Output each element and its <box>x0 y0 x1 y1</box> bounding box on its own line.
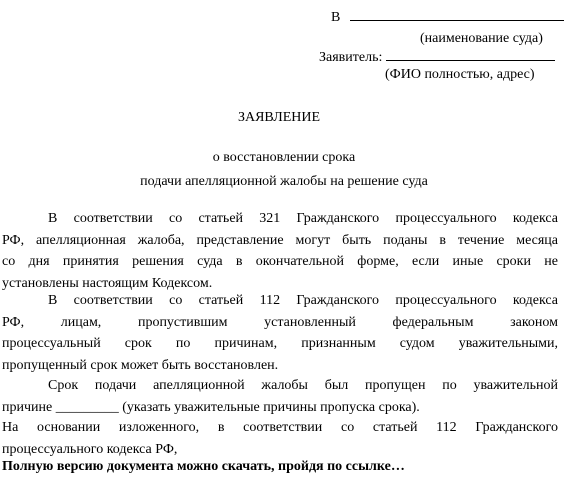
document-subtitle-1: о восстановлении срока <box>212 150 356 165</box>
paragraph-2-line-1: В соответствии со статьей 112 Гражданского процессуального кодекса <box>48 293 558 308</box>
paragraph-1-line-1: В соответствии со статьей 321 Гражданского процессуального кодекса <box>48 211 558 226</box>
addressee-prefix: В <box>331 10 341 25</box>
addressee-line <box>331 10 564 26</box>
paragraph-4-line-2: процессуального кодекса РФ, <box>2 441 178 457</box>
paragraph-2-line-2: РФ, лицам, пропустившим установленный федеральным законом <box>2 314 558 330</box>
paragraph-1-line-3: со дня принятия решения суда в окончательной форме, если иные сроки не <box>2 254 558 269</box>
paragraph-3-line-1: Срок подачи апелляционной жалобы был пропущен по уважительной <box>48 378 558 393</box>
paragraph-2-line-3: процессуальный срок по причинам, признанным судом уважительными, <box>2 336 558 351</box>
addressee-blank <box>350 20 564 21</box>
paragraph-3 <box>2 375 558 418</box>
paragraph-1 <box>2 208 558 294</box>
paragraph-2-line-4: пропущенный срок может быть восстановлен. <box>2 357 279 373</box>
paragraph-4 <box>2 417 558 460</box>
paragraph-1-line-4: установлены настоящим Кодексом. <box>2 275 213 291</box>
paragraph-3-line-2: причине _________ (указать уважительные причины пропуска срока). <box>2 399 420 415</box>
paragraph-1-line-2: РФ, апелляционная жалоба, представление могут быть поданы в течение месяца <box>2 232 558 248</box>
document-subtitle-2: подачи апелляционной жалобы на решение суда <box>140 174 428 189</box>
applicant-hint: (ФИО полностью, адрес) <box>385 67 535 82</box>
applicant-blank <box>386 60 555 61</box>
paragraph-4-line-1: На основании изложенного, в соответствии со статьей 112 Гражданского <box>2 420 558 435</box>
applicant-label: Заявитель: <box>319 50 383 65</box>
download-link[interactable]: Полную версию документа можно скачать, пройдя по ссылке… <box>2 459 405 474</box>
document-title: ЗАЯВЛЕНИЕ <box>237 110 321 125</box>
applicant-line <box>319 50 555 66</box>
paragraph-2 <box>2 290 558 376</box>
addressee-hint: (наименование суда) <box>420 31 543 46</box>
